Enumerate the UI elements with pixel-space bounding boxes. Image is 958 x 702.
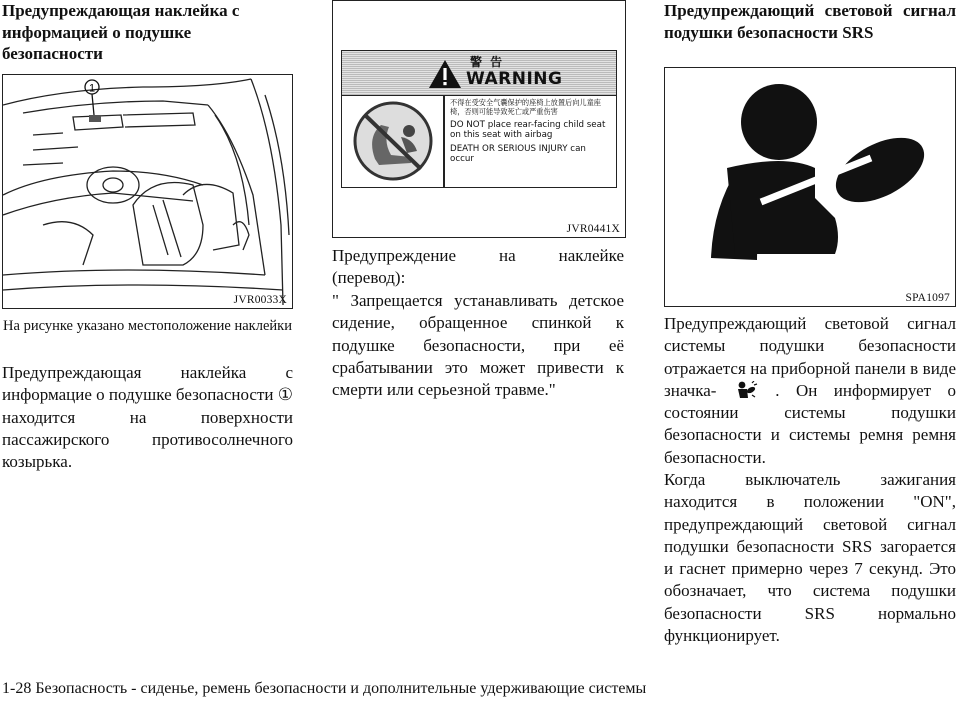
page-footer: 1-28 Безопасность - сиденье, ремень безопасности и дополнительные удерживающие системы [2, 680, 647, 697]
car-interior-drawing [3, 75, 292, 308]
right-column [664, 0, 956, 646]
srs-light-figure [664, 67, 956, 307]
srs-paragraph-1-end: . Он информирует о состоянии системы подушки безопасности и системы ремня ремня безопасности. [664, 380, 956, 467]
srs-light-paragraph-2: Когда выключатель зажигания находится в положении "ON", предупреждающий световой сигнал подушки безопасности SRS загорается и гаснет примерно через 7 секунд. Это обозначает, что система подушки безопасности SRS нормально функционирует. [664, 470, 956, 646]
callout-number: 1 [88, 82, 96, 95]
warning-en-text-2: DEATH OR SERIOUS INJURY can occur [450, 143, 586, 165]
warning-cn-text: 不得在受安全气囊保护的座椅上放置后向儿童座椅，否则可能导致死亡或严重伤害 [450, 98, 601, 117]
label-divider [443, 95, 445, 187]
figure-caption: На рисунке указано местоположение наклейки [3, 318, 292, 334]
figure-code: SPA1097 [905, 292, 950, 304]
warning-cn-heading: 警 告 [470, 55, 505, 69]
warning-label-figure [332, 0, 626, 238]
srs-light-paragraph-1 [664, 313, 956, 469]
sticker-location-figure [2, 74, 293, 309]
no-rear-facing-seat-icon [347, 97, 439, 185]
figure-code: JVR0441X [566, 223, 620, 235]
translation-text: " Запрещается устанавливать детское сидение, обращенное спинкой к подушке безопасности, при её срабатывании это может привести к смерти или серьезной травме." [332, 291, 624, 400]
srs-paragraph-1-start: Предупреждающий световой сигнал системы подушки безопасности отражается на приборной панели в виде значка- [664, 314, 956, 400]
translation-intro: Предупреждение на наклейке (перевод): [332, 246, 624, 288]
srs-light-heading: Предупреждающий световой сигнал подушки безопасности SRS [664, 1, 956, 42]
left-column [2, 0, 293, 472]
airbag-warning-icon [665, 68, 955, 306]
warning-triangle-icon [428, 59, 462, 89]
figure-code: JVR0033X [233, 294, 287, 306]
sticker-paragraph: Предупреждающая наклейка с информацие о подушке безопасности ① находится на поверхности пассажирского противосолнечного козырька. [2, 363, 293, 472]
warning-en-text-1: DO NOT place rear-facing child seat on this seat with airbag [450, 119, 606, 141]
airbag-inline-icon [733, 381, 759, 399]
warning-word: WARNING [466, 69, 563, 89]
sticker-heading: Предупреждающая наклейка с информацией о подушке безопасности [2, 1, 240, 63]
warning-label [341, 50, 617, 188]
warning-label-text [450, 98, 612, 167]
warning-label-header [342, 51, 616, 96]
